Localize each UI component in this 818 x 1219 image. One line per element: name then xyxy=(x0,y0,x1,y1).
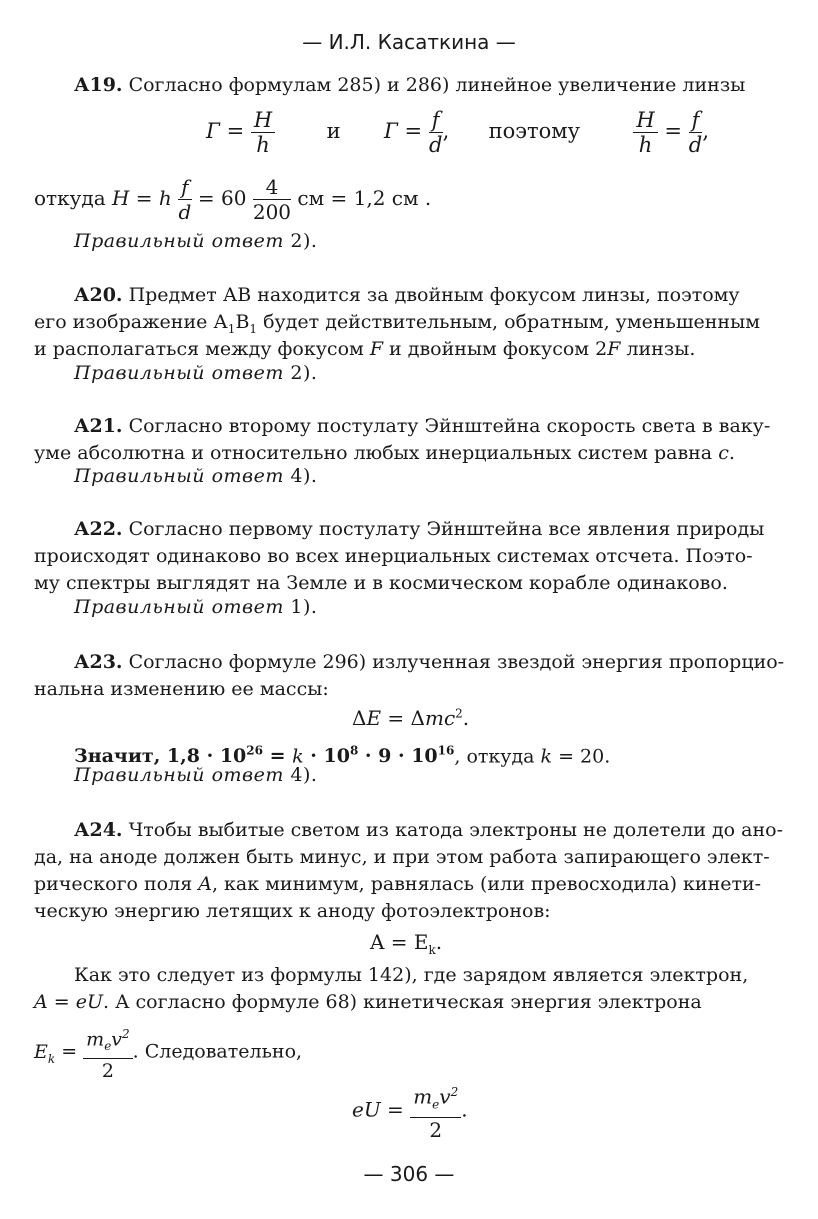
a21-label: А21. xyxy=(74,415,123,437)
a19-formula-result: откуда H = h $\frac{f}{d}$ = 60 $\frac{4}{200}$ см = 1,2 см . xyxy=(34,175,432,224)
a24-formula-ek: $E_k$ = $\frac{m_ev^2}{2}$ . Следовательно, xyxy=(34,1022,302,1083)
a20-text3b: и двойным фокусом 2 xyxy=(383,338,608,360)
a24-line6: A = eU. А согласно формуле 68) кинетическая энергия электрона xyxy=(34,991,702,1013)
a23-answer-value: 4). xyxy=(290,764,318,786)
a19-therefore: поэтому xyxy=(488,119,580,143)
a19-label: А19. xyxy=(74,74,123,96)
a24-formula-a: $A = E_k$. xyxy=(370,930,443,957)
a20-text3c: линзы. xyxy=(620,338,696,360)
a19-formula-main: Г = $\frac{H}{h}$ и Г = $\frac{f}{d}$ , поэтому $\frac{H}{h}$ = $\frac{f}{d}$ , xyxy=(206,108,710,157)
a21-answer-label: Правильный ответ xyxy=(74,465,284,487)
a21-answer-value: 4). xyxy=(290,465,318,487)
a23-line1 xyxy=(74,649,784,676)
a24-line5: Как это следует из формулы 142), где зарядом является электрон, xyxy=(74,964,749,986)
a24-line4: ческую энергию летящих к аноду фотоэлектронов: xyxy=(34,900,551,922)
a23-exp3: 16 xyxy=(437,744,455,758)
a24-text6b: . А согласно формуле 68) кинетическая энергия электрона xyxy=(103,991,702,1013)
a19-result-text: см = 1,2 см . xyxy=(297,186,432,210)
a22-label: А22. xyxy=(74,518,123,540)
a23-exp2: 8 xyxy=(349,744,359,758)
page-number: — 306 — xyxy=(363,1162,455,1186)
a22-text1: Согласно первому постулату Эйнштейна все явления природы xyxy=(128,518,765,540)
a22-answer-label: Правильный ответ xyxy=(74,596,284,618)
a24-text3b: , как минимум, равнялась (или превосходила) кинети- xyxy=(211,873,762,895)
a22-answer-value: 1). xyxy=(290,596,318,618)
a23-calc: Значит, $1,8 \cdot 10^{26} = k \cdot 10^8 \cdot 9 \cdot 10^{16}$, откуда k = 20. xyxy=(74,744,611,768)
a21-text1: Согласно второму постулату Эйнштейна скорость света в ваку- xyxy=(128,415,771,437)
a20-answer-label: Правильный ответ xyxy=(74,362,284,384)
a19-answer-value: 2). xyxy=(290,230,318,252)
a22-line1 xyxy=(74,516,784,543)
a19-answer xyxy=(74,228,317,255)
a20-line2: его изображение $А_1В_1$ будет действительным, обратным, уменьшенным xyxy=(34,311,760,336)
a24-text1: Чтобы выбитые светом из катода электроны не долетели до ано- xyxy=(128,819,784,841)
a20-text2c: будет действительным, обратным, уменьшенным xyxy=(257,311,760,333)
a22-line2: происходят одинаково во всех инерциальных системах отсчета. Поэто- xyxy=(34,545,753,567)
a21-text2b: . xyxy=(728,442,735,464)
a23-calc-nine: · 9 · 10 xyxy=(358,745,438,768)
a23-label: А23. xyxy=(74,651,123,673)
a20-label: А20. xyxy=(74,284,123,306)
page-header: — И.Л. Касаткина — xyxy=(302,30,516,54)
a20-text2a: его изображение А xyxy=(34,311,228,333)
a20-line3 xyxy=(34,336,784,363)
a24-text3a: рического поля xyxy=(34,873,199,895)
a23-text1: Согласно формуле 296) излученная звездой энергия пропорцио- xyxy=(128,651,785,673)
a24-formula-eu: eU = $\frac{m_ev^2}{2}$ . xyxy=(352,1080,468,1142)
a21-line1 xyxy=(74,413,784,440)
a24-line3: рического поля A, как минимум, равнялась (или превосходила) кинети- xyxy=(34,873,762,895)
a23-calc-result: = 20. xyxy=(552,745,611,768)
a20-text3a: и располагаться между фокусом xyxy=(34,338,370,360)
a23-exp1: 26 xyxy=(246,744,263,758)
a19-text: Согласно формулам 285) и 286) линейное увеличение линзы xyxy=(128,74,746,96)
a23-formula: ΔE = Δmc$^2$. xyxy=(352,706,470,730)
a19-answer-label: Правильный ответ xyxy=(74,230,284,252)
a23-calc-prefix: Значит, 1,8 · 10 xyxy=(74,745,247,768)
a23-answer-label: Правильный ответ xyxy=(74,764,284,786)
a24-label: А24. xyxy=(74,819,123,841)
a19-and: и xyxy=(326,119,341,143)
a21-c: с xyxy=(718,442,729,464)
a22-answer xyxy=(74,594,317,621)
a23-calc-whence: , откуда xyxy=(454,745,541,768)
a19-paragraph xyxy=(74,72,784,99)
a20-text1: Предмет АВ находится за двойным фокусом линзы, поэтому xyxy=(128,284,740,306)
a24-text7: . Следовательно, xyxy=(132,1040,303,1063)
a24-line1 xyxy=(74,817,784,844)
a22-line3: му спектры выглядят на Земле и в космическом корабле одинаково. xyxy=(34,572,728,594)
a20-f2: F xyxy=(607,338,621,360)
a20-answer xyxy=(74,360,317,387)
a20-f: F xyxy=(369,338,384,360)
a23-line2: нальна изменению ее массы: xyxy=(34,678,329,700)
a20-answer-value: 2). xyxy=(290,362,318,384)
a21-text2a: уме абсолютна и относительно любых инерциальных систем равна xyxy=(34,442,719,464)
a19-whence: откуда xyxy=(34,186,106,210)
a23-answer xyxy=(74,762,317,789)
a20-text2b: В xyxy=(235,311,250,333)
a21-answer xyxy=(74,463,317,490)
a24-line2: да, на аноде должен быть минус, и при этом работа запирающего элект- xyxy=(34,846,770,868)
a23-calc-mid: · 10 xyxy=(303,745,350,768)
a20-line1 xyxy=(74,282,784,309)
